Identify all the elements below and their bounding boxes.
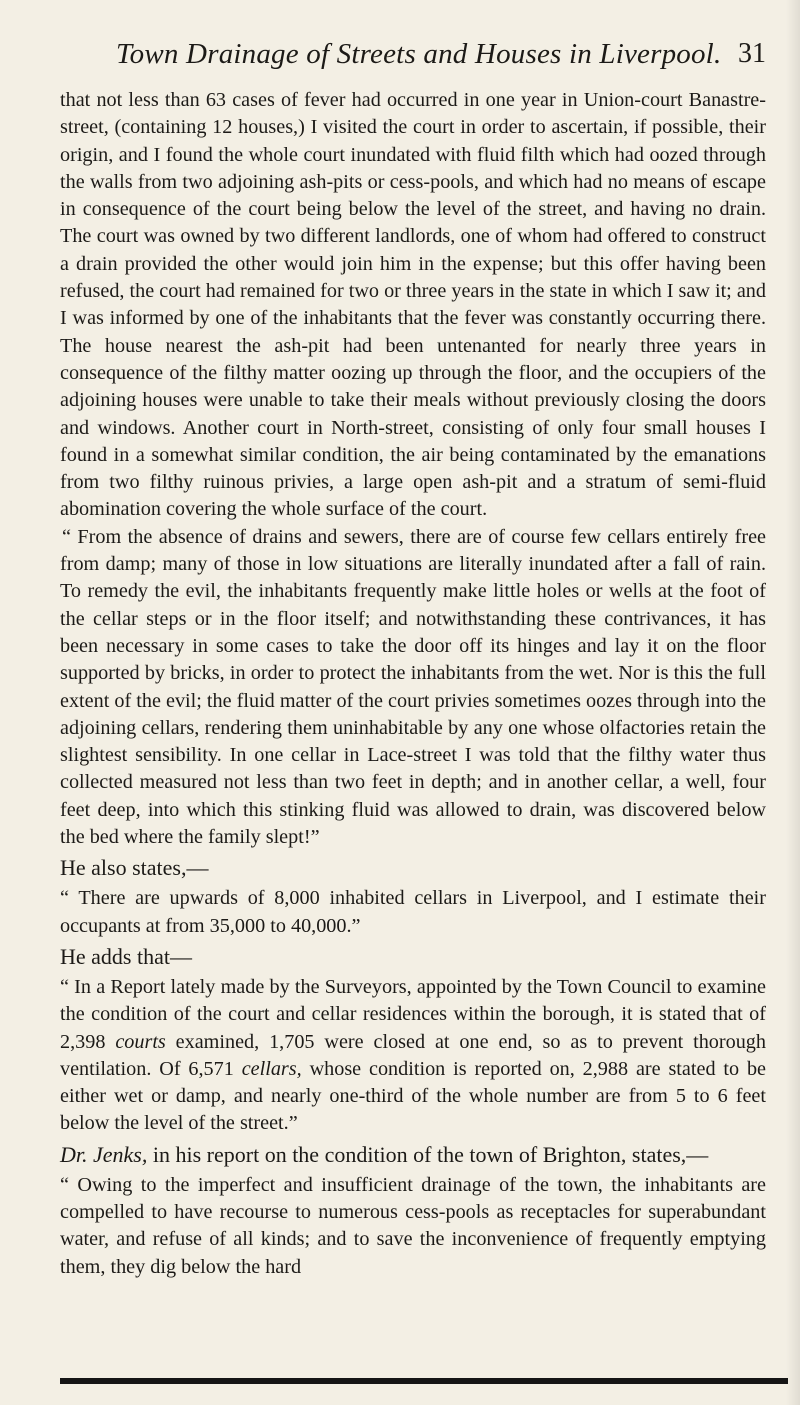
author-name: Dr. Jenks,	[60, 1141, 148, 1167]
intro-dr-jenks-rest: in his report on the condition of the town of Brighton, states,—	[147, 1141, 709, 1167]
page-number: 31	[738, 38, 766, 69]
bottom-rule	[60, 1378, 788, 1384]
page-edge-shadow	[786, 0, 800, 1405]
quote-surveyors-report	[60, 974, 766, 1138]
intro-he-also-states: He also states,—	[60, 855, 209, 881]
body-text	[60, 87, 766, 1281]
page-header	[60, 34, 782, 84]
quote-part-2: examined, 1,705 were closed at one end, so as to prevent thorough ventilation. Of 6,571	[60, 1030, 766, 1080]
paragraph-union-court: that not less than 63 cases of fever had occurred in one year in Union-court Banastre-street, (containing 12 houses,) I visited the court in order to ascertain, if possible, their origin, and I found the whole court inundated with fluid filth which had oozed through the walls from two adjoining ash-pits or cess-pools, and which had no means of escape in consequence of the court being below the level of the street, and having no drain. The court was owned by two different landlords, one of whom had offered to construct a drain provided the other would join him in the expense; but this offer having been refused, the court had remained for two or three years in the state in which I saw it; and I was informed by one of the inhabitants that the fever was constantly occurring there. The house nearest the ash-pit had been untenanted for nearly three years in consequence of the filthy matter oozing up through the floor, and the occupiers of the adjoining houses were unable to take their meals without previously closing the doors and windows. Another court in North-street, consisting of only four small houses I found in a somewhat similar condition, the air being contaminated by the emanations from two filthy ruinous privies, a large open ash-pit and a stratum of semi-fluid abomination covering the whole surface of the court.	[60, 89, 766, 521]
quote-part-3: whose condition is reported on, 2,988 are stated to be either wet or damp, and nearly one-third of the whole number are from 5 to 6 feet below the level of the street.”	[60, 1057, 767, 1135]
intro-dr-jenks	[60, 1140, 766, 1170]
intro-he-adds: He adds that—	[60, 943, 192, 969]
courts-term: courts	[115, 1030, 166, 1053]
cellars-term: cellars,	[241, 1057, 302, 1080]
quote-inhabited-cellars: “ There are upwards of 8,000 inhabited cellars in Liverpool, and I estimate their occupants at from 35,000 to 40,000.”	[60, 887, 766, 937]
paragraph-cellars-drains: “ From the absence of drains and sewers, there are of course few cellars entirely free from damp; many of those in low situations are literally inundated after a fall of rain. To remedy the evil, the inhabitants frequently make little holes or wells at the foot of the cellar steps or in the floor itself; and notwithstanding these contrivances, it has been necessary in some cases to take the door off its hinges and lay it on the floor supported by bricks, in order to protect the inhabitants from the wet. Nor is this the full extent of the evil; the fluid matter of the court privies sometimes oozes through into the adjoining cellars, rendering them uninhabitable by any one whose olfactories retain the slightest sensibility. In one cellar in Lace-street I was told that the filthy water thus collected measured not less than two feet in depth; and in another cellar, a well, four feet deep, into which this stinking fluid was allowed to drain, was discovered below the bed where the family slept!”	[60, 525, 766, 849]
quote-part-1: “ In a Report lately made by the Surveyors, appointed by the Town Council to examine the condition of the court and cellar residences within the borough, it is stated that of 2,398	[60, 975, 766, 1053]
quote-brighton-drainage: “ Owing to the imperfect and insufficient drainage of the town, the inhabitants are compelled to have recourse to numerous cess-pools as receptacles for superabundant water, and refuse of all kinds; and to save the inconvenience of frequently emptying them, they dig below the hard	[60, 1173, 766, 1278]
running-title: Town Drainage of Streets and Houses in Liverpool.	[116, 38, 722, 70]
